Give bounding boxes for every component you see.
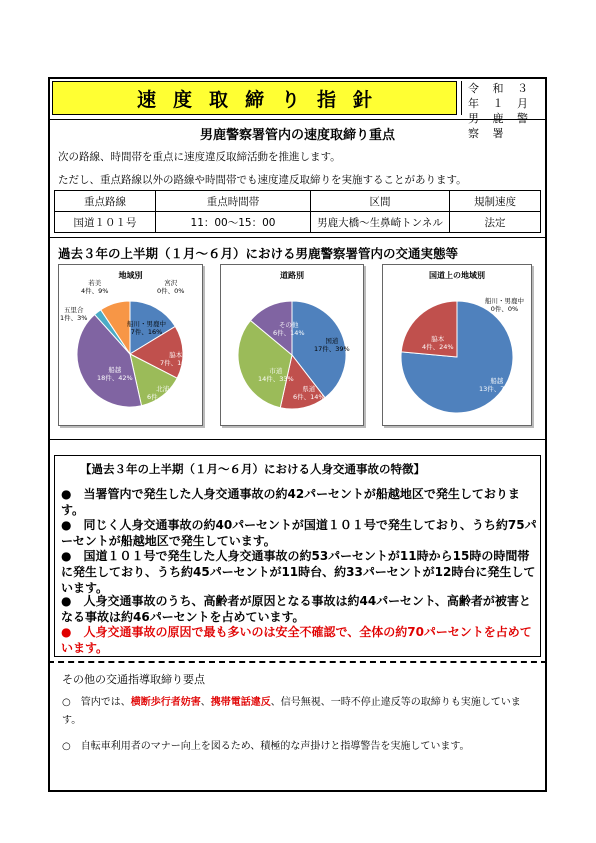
feature-bullet: ● 人身交通事故のうち、高齢者が原因となる事故は約44パーセント、高齢者が被害となる事故は約46パーセントを占めています。 xyxy=(61,594,531,624)
slice-label: 国道 17件、39% xyxy=(314,337,350,353)
feature-bullet: ● 国道１０１号で発生した人身交通事故の約53パーセントが11時から15時の時間帯に発生しており、うち約45パーセントが11時台、約33パーセントが12時台に発生しています。 xyxy=(61,549,536,595)
chart-title: 地域別 xyxy=(118,271,143,280)
slice-label: 船川・男鹿中 0件、0% xyxy=(485,297,524,313)
focus-line-2: ただし、重点路線以外の路線や時間帯でも速度違反取締りを実施することがあります。 xyxy=(58,174,467,186)
stats-title: 過去３年の上半期（１月～６月）における男鹿警察署管内の交通実態等 xyxy=(58,246,459,261)
features-title: 【過去３年の上半期（１月～６月）における人身交通事故の特徴】 xyxy=(80,462,425,476)
slice-label: 脇本 4件、24% xyxy=(422,335,454,351)
slice-label: 五里合 1件、3% xyxy=(60,306,88,322)
table-header-row xyxy=(55,191,541,212)
slice-label: 宮沢 0件、0% xyxy=(157,279,185,295)
table-cell: 法定 xyxy=(450,212,541,233)
slice-label: 船川・男鹿中 7件、16% xyxy=(127,320,166,336)
slice-label: 船越 13件、76% xyxy=(479,377,515,393)
chart-panel-national-road xyxy=(382,264,532,426)
feature-bullet: ● 同じく人身交通事故の約40パーセントが国道１０１号で発生しており、うち約75パーセントが船越地区で発生しています。 xyxy=(61,518,537,548)
table-header: 区間 xyxy=(311,191,450,212)
chart-panel-road xyxy=(220,264,364,426)
table-header: 重点路線 xyxy=(55,191,156,212)
slice-label: 市道 14件、33% xyxy=(258,367,294,383)
slice-label: 北浦 6件、14% xyxy=(147,385,179,401)
focus-title: 男鹿警察署管内の速度取締り重点 xyxy=(199,128,395,143)
feature-bullet-highlight: ● 人身交通事故の原因で最も多いのは安全不確認で、全体の約70パーセントを占めています。 xyxy=(61,625,532,655)
other-item: ○ 自転車利用者のマナー向上を図るため、積極的な声掛けと指導警告を実施しています。 xyxy=(62,741,470,752)
table-cell: 男鹿大橋～生鼻崎トンネル xyxy=(311,212,450,233)
slice-label: 県道 6件、14% xyxy=(293,385,325,401)
focus-line-1: 次の路線、時間帯を重点に速度違反取締活動を推進します。 xyxy=(58,151,341,163)
highlight-text: 横断歩行者妨害 xyxy=(130,697,201,708)
other-title: その他の交通指導取締り要点 xyxy=(62,673,205,686)
slice-label: 若美 4件、9% xyxy=(81,279,109,295)
title-banner xyxy=(52,81,457,115)
table-cell: 11：00～15：00 xyxy=(156,212,311,233)
chart-panel-region xyxy=(58,264,203,426)
chart-title: 国道上の地域別 xyxy=(429,271,485,280)
chart-title: 道路別 xyxy=(280,271,304,280)
divider xyxy=(48,237,547,238)
dashed-divider xyxy=(48,661,547,663)
other-item: ○ 管内では、横断歩行者妨害、携帯電話違反、信号無視、一時不停止違反等の取締りも実施しています。 xyxy=(62,697,521,726)
date-text: 令 和 ３ 年 １ 月 xyxy=(468,82,533,110)
feature-bullet: ● 当署管内で発生した人身交通事故の約42パーセントが船越地区で発生しております。 xyxy=(61,487,520,517)
table-cell: 国道１０１号 xyxy=(55,212,156,233)
divider xyxy=(48,439,547,440)
slice-label: 脇本 7件、16% xyxy=(160,351,192,367)
slice-label: 船越 18件、42% xyxy=(97,366,133,382)
agency-text: 男 鹿 警 察 署 xyxy=(468,112,533,140)
table-header: 規制速度 xyxy=(450,191,541,212)
page-title: 速度取締り指針 xyxy=(136,88,389,111)
divider xyxy=(48,119,547,120)
priority-route-table xyxy=(54,190,541,233)
pie-chart-national-road xyxy=(383,265,531,425)
table-row xyxy=(55,212,541,233)
highlight-text: 携帯電話違反 xyxy=(210,697,271,708)
header-meta xyxy=(461,81,547,140)
table-header: 重点時間帯 xyxy=(156,191,311,212)
slice-label: その他 6件、14% xyxy=(273,321,305,337)
